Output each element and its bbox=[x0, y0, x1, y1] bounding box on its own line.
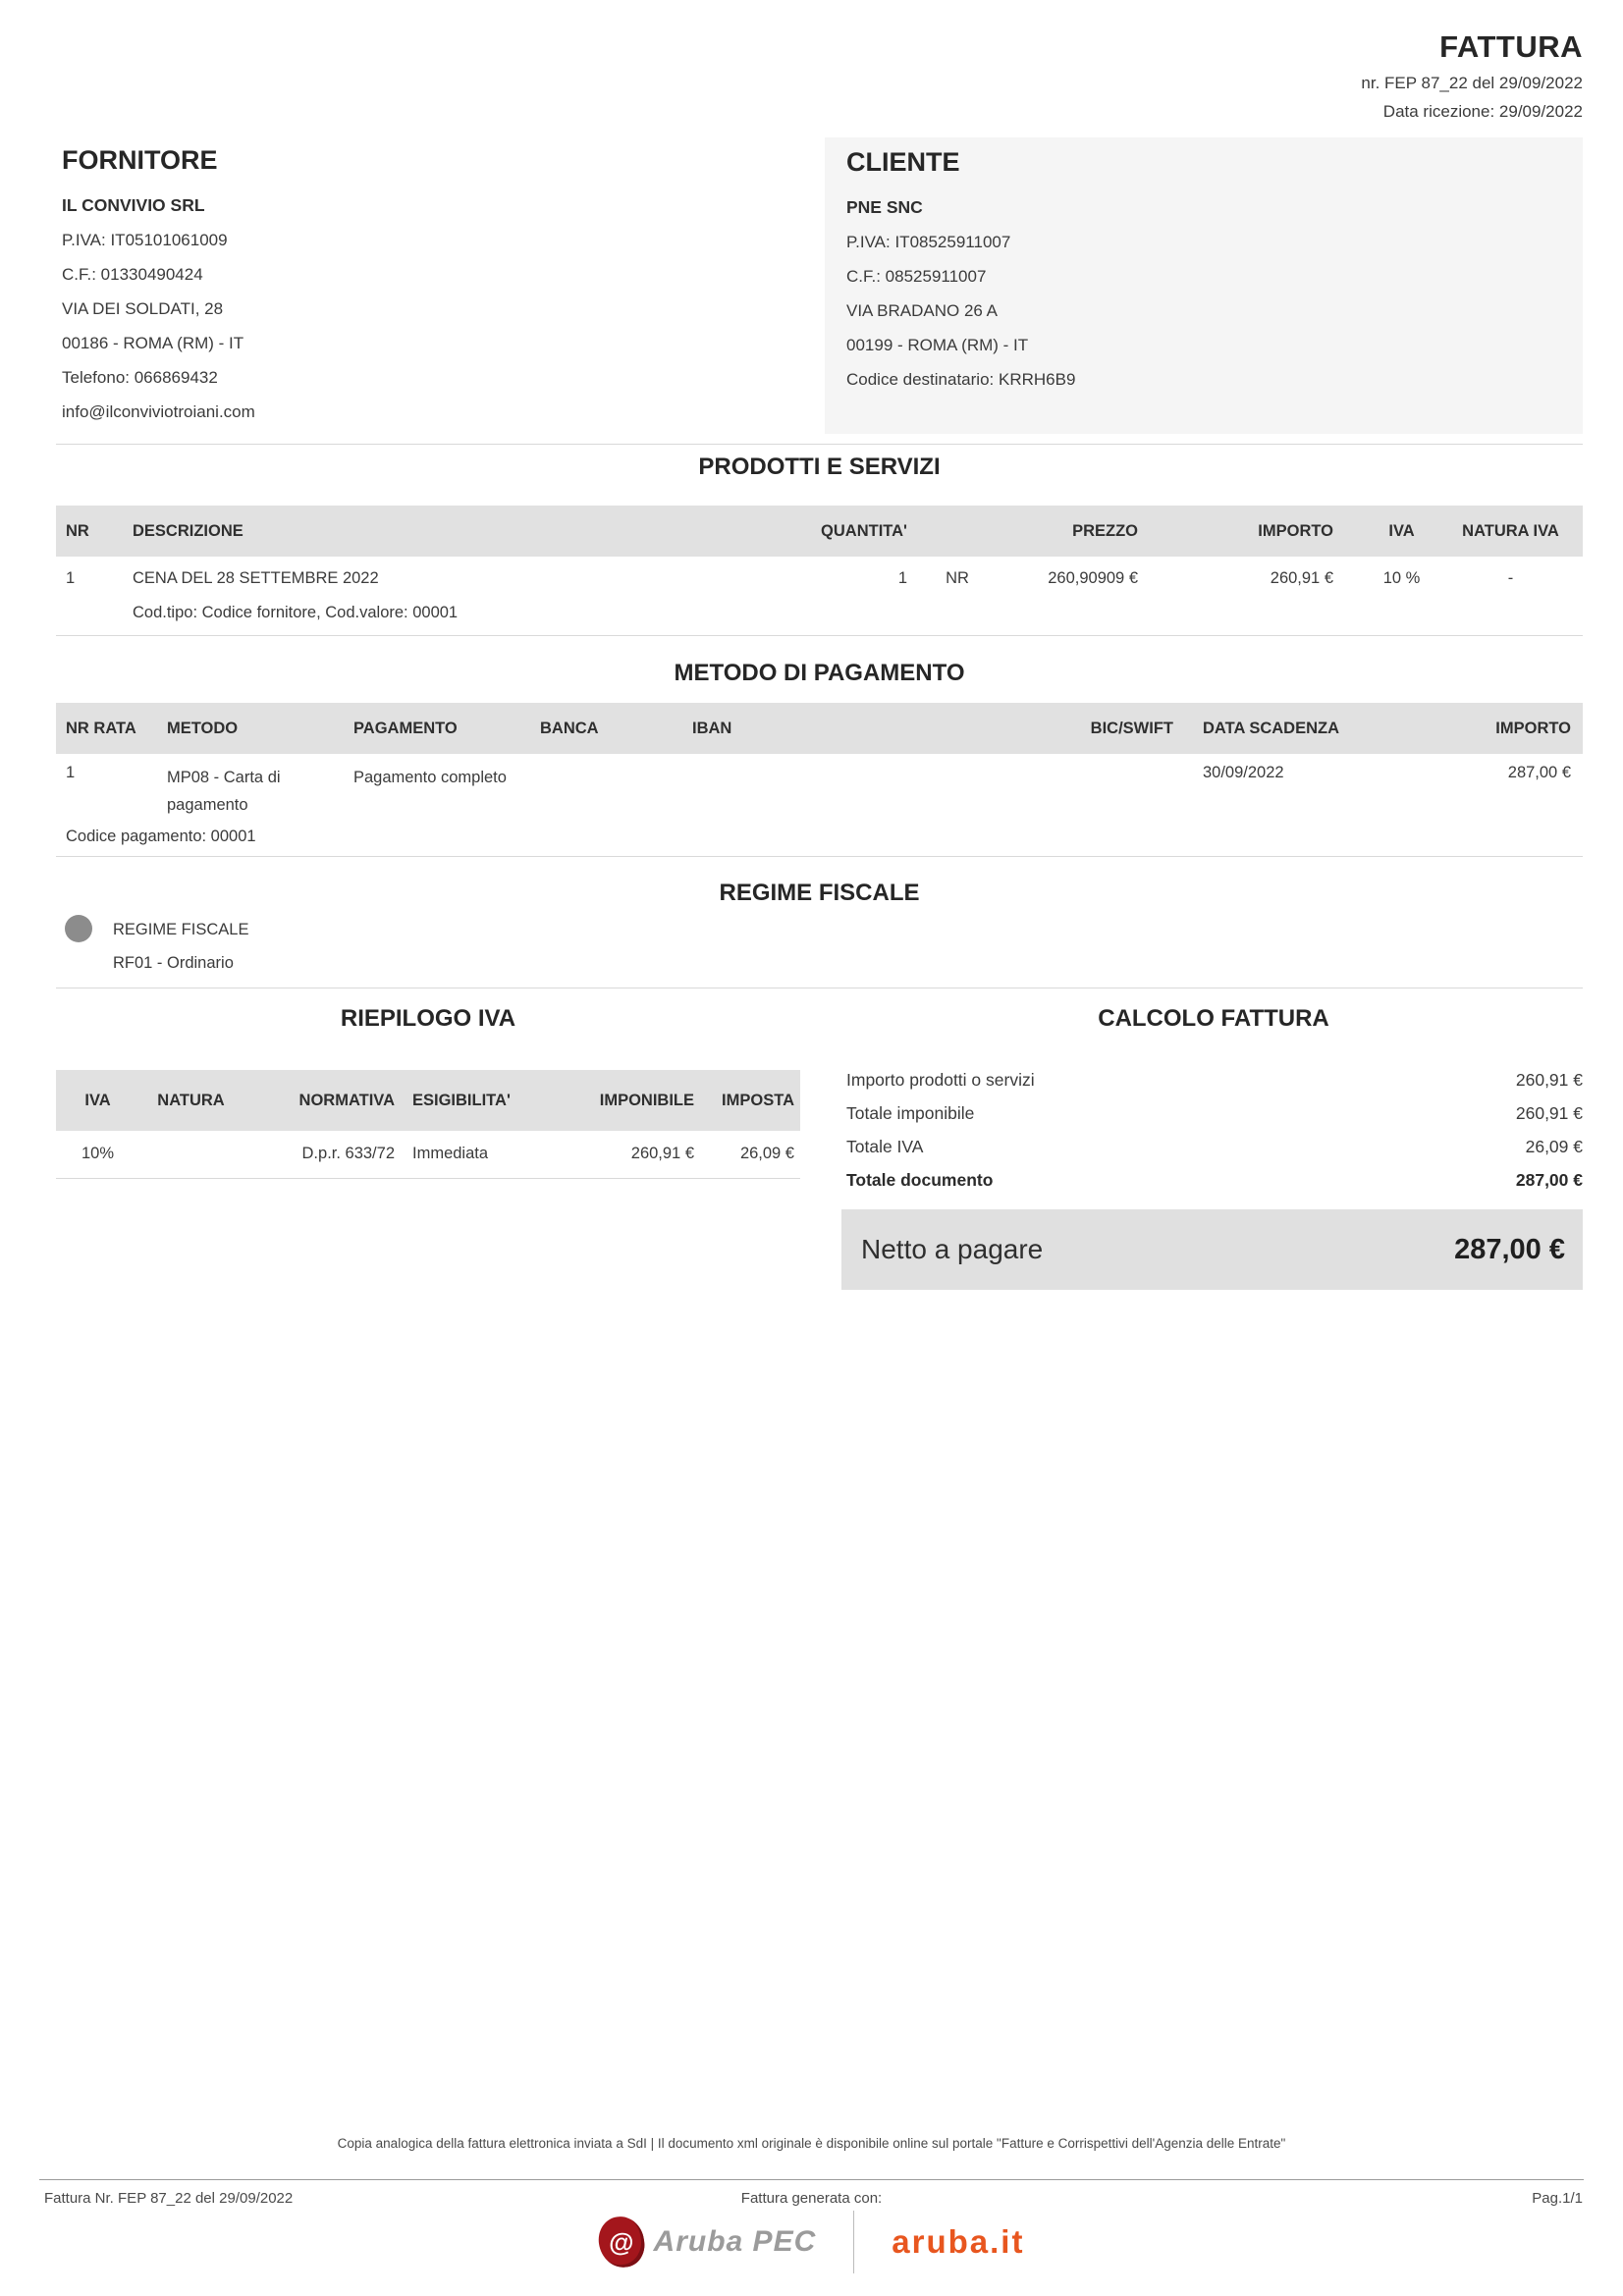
payment-row bbox=[56, 764, 1583, 819]
supplier-fiscal-code: C.F.: 01330490424 bbox=[62, 265, 203, 284]
payment-code-line bbox=[56, 828, 1583, 846]
customer-section bbox=[825, 137, 1583, 434]
col-nr-rata: NR RATA bbox=[66, 719, 136, 737]
divider bbox=[56, 444, 1583, 445]
footer-logos bbox=[0, 2211, 1623, 2273]
customer-city: 00199 - ROMA (RM) - IT bbox=[846, 336, 1029, 354]
col-prezzo: PREZZO bbox=[1072, 521, 1138, 540]
payment-metodo: MP08 - Carta di pagamento bbox=[167, 769, 281, 814]
customer-address: VIA BRADANO 26 A bbox=[846, 301, 999, 320]
col-iva: IVA bbox=[84, 1091, 111, 1109]
col-natura-iva: NATURA IVA bbox=[1462, 521, 1559, 540]
payment-pagamento: Pagamento completo bbox=[353, 769, 507, 786]
supplier-city: 00186 - ROMA (RM) - IT bbox=[62, 334, 244, 352]
arubait-logo-text: aruba.it bbox=[892, 2223, 1025, 2260]
netto-label: Netto a pagare bbox=[861, 1234, 1044, 1264]
arubapec-logo bbox=[599, 2216, 817, 2268]
invoice-number-line: nr. FEP 87_22 del 29/09/2022 bbox=[1361, 74, 1583, 92]
supplier-name: IL CONVIVIO SRL bbox=[62, 195, 205, 215]
aruba-seal-icon bbox=[595, 2214, 647, 2270]
col-descrizione: DESCRIZIONE bbox=[133, 521, 243, 540]
riepilogo-iva: 10% bbox=[81, 1145, 115, 1162]
product-description-line1: CENA DEL 28 SETTEMBRE 2022 bbox=[133, 569, 379, 587]
product-nr: 1 bbox=[66, 569, 76, 587]
divider bbox=[56, 1178, 800, 1179]
calc-value: 287,00 € bbox=[1515, 1170, 1583, 1190]
col-quantita: QUANTITA' bbox=[821, 521, 907, 540]
col-data-scadenza: DATA SCADENZA bbox=[1203, 719, 1340, 737]
supplier-vat: P.IVA: IT05101061009 bbox=[62, 231, 228, 249]
col-normativa: NORMATIVA bbox=[298, 1091, 395, 1109]
document-header bbox=[1361, 29, 1583, 122]
calc-label: Totale IVA bbox=[846, 1137, 924, 1156]
regime-label: REGIME FISCALE bbox=[113, 921, 249, 938]
product-description-line2: Cod.tipo: Codice fornitore, Cod.valore: 00001 bbox=[133, 604, 459, 621]
calc-label: Importo prodotti o servizi bbox=[846, 1070, 1035, 1090]
reception-date-line: Data ricezione: 29/09/2022 bbox=[1382, 102, 1583, 121]
product-amount: 260,91 € bbox=[1270, 569, 1333, 587]
footer-disclaimer: Copia analogica della fattura elettronica inviata a SdI | Il documento xml originale è disponibile online sul portale "Fatture e Corrispettivi dell'Agenzia delle Entrate" bbox=[337, 2136, 1286, 2151]
footer-invoice-ref: Fattura Nr. FEP 87_22 del 29/09/2022 bbox=[44, 2190, 294, 2207]
col-iban: IBAN bbox=[692, 719, 732, 737]
col-imponibile: IMPONIBILE bbox=[599, 1091, 694, 1109]
calcolo-section-title: CALCOLO FATTURA bbox=[1098, 1005, 1329, 1032]
products-table-header bbox=[56, 506, 1583, 557]
supplier-phone: Telefono: 066869432 bbox=[62, 368, 218, 387]
footer-page-number: Pag.1/1 bbox=[1532, 2190, 1583, 2207]
product-row bbox=[56, 569, 1583, 622]
calc-row-importo bbox=[846, 1070, 1583, 1091]
product-description bbox=[133, 569, 785, 622]
customer-heading: CLIENTE bbox=[846, 147, 960, 177]
payment-iban bbox=[692, 764, 1055, 819]
customer-dest-code: Codice destinatario: KRRH6B9 bbox=[846, 370, 1076, 389]
payment-table-header bbox=[56, 703, 1583, 754]
payment-section-title: METODO DI PAGAMENTO bbox=[674, 660, 965, 686]
riepilogo-row bbox=[56, 1145, 800, 1163]
riepilogo-natura bbox=[139, 1145, 243, 1163]
riepilogo-imponibile: 260,91 € bbox=[630, 1145, 694, 1162]
calc-value: 260,91 € bbox=[1515, 1103, 1583, 1123]
col-iva: IVA bbox=[1388, 521, 1415, 540]
payment-scadenza: 30/09/2022 bbox=[1203, 764, 1284, 781]
calc-row-imponibile bbox=[846, 1103, 1583, 1124]
col-bic-swift: BIC/SWIFT bbox=[1090, 719, 1173, 737]
col-esigibilita: ESIGIBILITA' bbox=[412, 1091, 511, 1109]
regime-section-title: REGIME FISCALE bbox=[719, 880, 920, 906]
col-nr: NR bbox=[66, 521, 89, 540]
product-price: 260,90909 € bbox=[1048, 569, 1138, 587]
footer-generated-with: Fattura generata con: bbox=[740, 2190, 883, 2207]
payment-code: Codice pagamento: 00001 bbox=[66, 828, 256, 845]
col-natura: NATURA bbox=[157, 1091, 225, 1109]
col-metodo: METODO bbox=[167, 720, 239, 737]
product-unit: NR bbox=[946, 569, 969, 587]
supplier-heading: FORNITORE bbox=[62, 145, 218, 175]
col-imposta: IMPOSTA bbox=[722, 1091, 794, 1109]
payment-banca bbox=[540, 764, 692, 819]
products-section-title: PRODOTTI E SERVIZI bbox=[698, 454, 941, 480]
col-importo: IMPORTO bbox=[1495, 719, 1571, 737]
riepilogo-normativa: D.p.r. 633/72 bbox=[301, 1145, 395, 1162]
page-title: FATTURA bbox=[1439, 29, 1583, 64]
col-pagamento: PAGAMENTO bbox=[353, 720, 458, 737]
netto-value: 287,00 € bbox=[1454, 1233, 1565, 1265]
netto-a-pagare-box bbox=[841, 1209, 1583, 1290]
payment-importo: 287,00 € bbox=[1507, 764, 1571, 781]
supplier-address: VIA DEI SOLDATI, 28 bbox=[62, 299, 224, 318]
product-natura: - bbox=[1507, 569, 1514, 587]
payment-nr: 1 bbox=[66, 764, 76, 781]
arubapec-logo-text: Aruba PEC bbox=[653, 2225, 817, 2258]
regime-value: RF01 - Ordinario bbox=[113, 954, 234, 972]
product-vat: 10 % bbox=[1382, 569, 1421, 587]
supplier-email: info@ilconviviotroiani.com bbox=[62, 402, 255, 421]
divider bbox=[56, 856, 1583, 857]
calc-row-totale-documento bbox=[846, 1170, 1583, 1191]
divider bbox=[56, 635, 1583, 636]
riepilogo-esigibilita: Immediata bbox=[412, 1145, 489, 1162]
supplier-section bbox=[62, 145, 255, 422]
calc-label: Totale documento bbox=[846, 1170, 994, 1190]
payment-bic bbox=[1055, 764, 1173, 819]
footer-divider bbox=[39, 2179, 1584, 2180]
customer-fiscal-code: C.F.: 08525911007 bbox=[846, 267, 987, 286]
calc-label: Totale imponibile bbox=[846, 1103, 975, 1123]
calc-value: 260,91 € bbox=[1515, 1070, 1583, 1090]
customer-name: PNE SNC bbox=[846, 197, 923, 217]
at-glyph: @ bbox=[608, 2226, 634, 2257]
riepilogo-section-title: RIEPILOGO IVA bbox=[340, 1005, 516, 1032]
col-banca: BANCA bbox=[540, 719, 599, 737]
customer-vat: P.IVA: IT08525911007 bbox=[846, 233, 1011, 251]
calc-value: 26,09 € bbox=[1525, 1137, 1583, 1156]
bullet-icon bbox=[65, 915, 92, 942]
product-quantity: 1 bbox=[897, 569, 907, 587]
calc-row-iva bbox=[846, 1137, 1583, 1157]
riepilogo-imposta: 26,09 € bbox=[739, 1145, 794, 1162]
col-importo: IMPORTO bbox=[1258, 521, 1333, 540]
logo-divider bbox=[853, 2211, 854, 2273]
riepilogo-table-header bbox=[56, 1070, 800, 1131]
